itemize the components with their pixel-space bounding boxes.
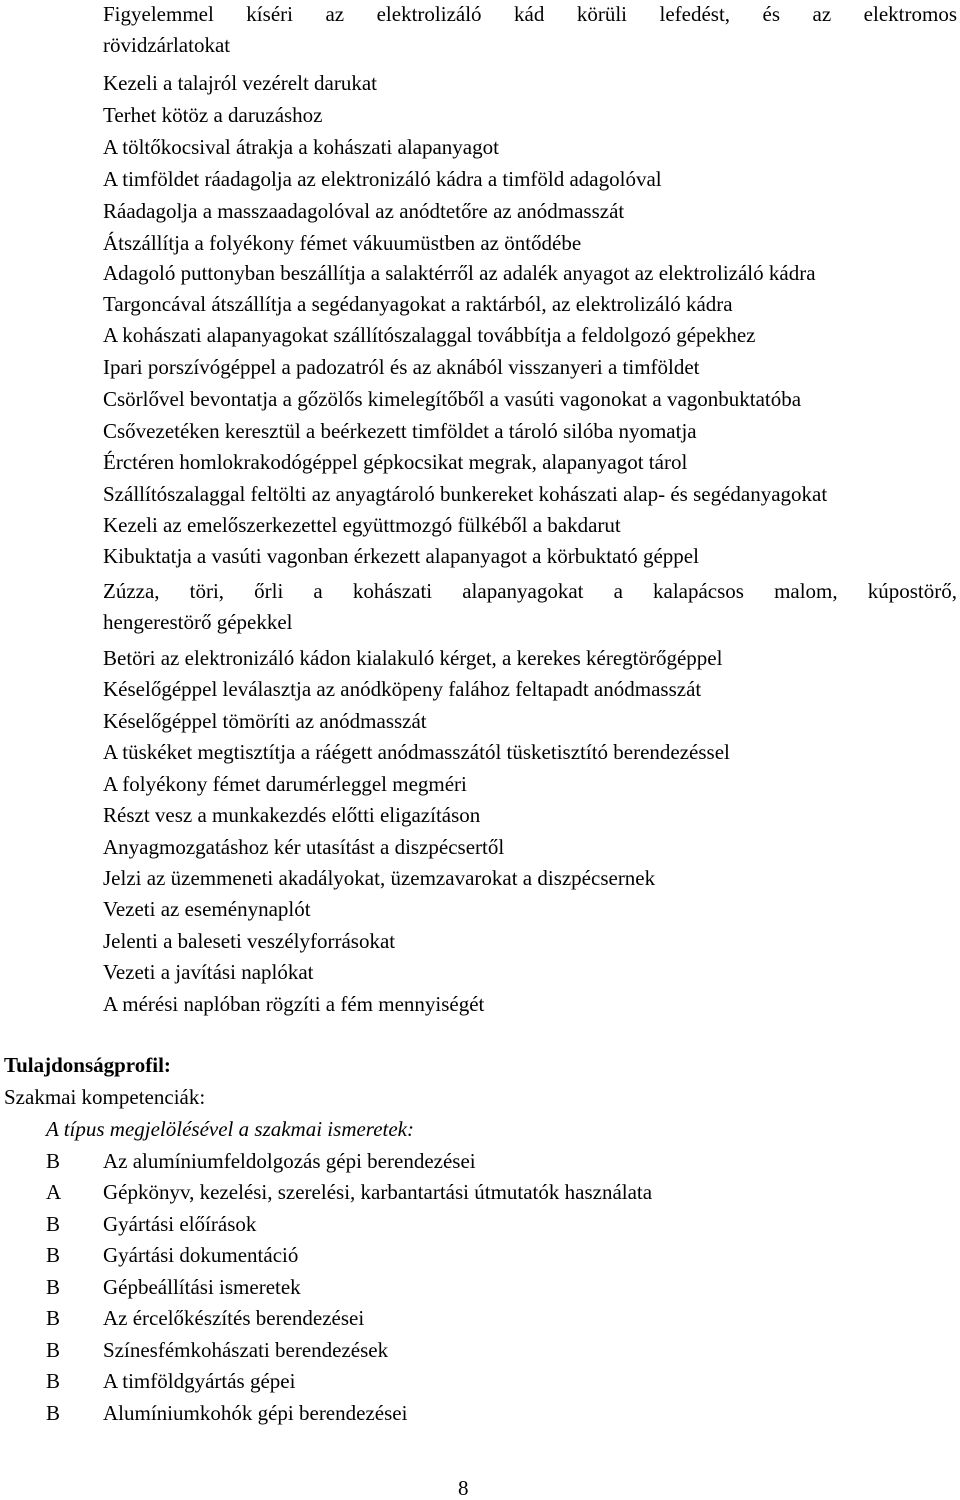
task-line-6: A timföldet ráadagolja az elektronizáló kádra a timföld adagolóval [103, 167, 662, 191]
competency-type: B [46, 1338, 61, 1362]
task-line-10: Targoncával átszállítja a segédanyagokat a raktárból, az elektrolizáló kádra [103, 292, 733, 316]
competency-text: Színesfémkohászati berendezések [103, 1338, 389, 1362]
competency-text: Gyártási előírások [103, 1212, 257, 1236]
competency-type: B [46, 1149, 61, 1173]
task-line-1: Figyelemmel kíséri az elektrolizáló kád körüli lefedést, és az elektromos [103, 2, 957, 26]
task-line-11: A kohászati alapanyagokat szállítószalaggal továbbítja a feldolgozó gépekhez [103, 323, 756, 347]
task-line-2: rövidzárlatokat [103, 33, 231, 57]
task-line-29: Vezeti az eseménynaplót [103, 897, 311, 921]
task-line-23: Késelőgéppel tömöríti az anódmasszát [103, 709, 427, 733]
task-line-32: A mérési naplóban rögzíti a fém mennyiségét [103, 992, 485, 1016]
task-line-31: Vezeti a javítási naplókat [103, 960, 314, 984]
page-number: 8 [458, 1476, 469, 1500]
task-line-28: Jelzi az üzemmeneti akadályokat, üzemzavarokat a diszpécsernek [103, 866, 656, 890]
competency-type: A [46, 1180, 62, 1204]
competency-type: B [46, 1401, 61, 1425]
competency-type: B [46, 1243, 61, 1267]
competency-text: Az alumíniumfeldolgozás gépi berendezései [103, 1149, 476, 1173]
task-line-26: Részt vesz a munkakezdés előtti eligazításon [103, 803, 481, 827]
task-line-30: Jelenti a baleseti veszélyforrásokat [103, 929, 396, 953]
task-line-7: Ráadagolja a masszaadagolóval az anódtetőre az anódmasszát [103, 199, 625, 223]
competency-text: Alumíniumkohók gépi berendezései [103, 1401, 408, 1425]
task-line-13: Csörlővel bevontatja a gőzölős kimelegítőből a vasúti vagonokat a vagonbuktatóba [103, 387, 802, 411]
task-line-4: Terhet kötöz a daruzáshoz [103, 103, 323, 127]
task-line-17: Kezeli az emelőszerkezettel együttmozgó fülkéből a bakdarut [103, 513, 621, 537]
profile-type-label: A típus megjelölésével a szakmai ismeretek: [46, 1117, 414, 1141]
task-line-15: Érctéren homlokrakodógéppel gépkocsikat megrak, alapanyagot tárol [103, 450, 688, 474]
task-line-3: Kezeli a talajról vezérelt darukat [103, 71, 378, 95]
task-line-14: Csővezetéken keresztül a beérkezett timföldet a tároló silóba nyomatja [103, 419, 697, 443]
competency-text: A timföldgyártás gépei [103, 1369, 296, 1393]
task-line-20: hengerestörő gépekkel [103, 610, 293, 634]
task-line-5: A töltőkocsival átrakja a kohászati alapanyagot [103, 135, 499, 159]
competency-type: B [46, 1306, 61, 1330]
task-line-27: Anyagmozgatáshoz kér utasítást a diszpécsertől [103, 835, 505, 859]
task-line-9: Adagoló puttonyban beszállítja a salaktérről az adalék anyagot az elektrolizáló kádra [103, 261, 816, 285]
task-line-22: Késelőgéppel leválasztja az anódköpeny falához feltapadt anódmasszát [103, 677, 702, 701]
competency-type: B [46, 1212, 61, 1236]
competency-text: Gyártási dokumentáció [103, 1243, 299, 1267]
profile-subheading: Szakmai kompetenciák: [4, 1085, 206, 1109]
task-line-18: Kibuktatja a vasúti vagonban érkezett alapanyagot a körbuktató géppel [103, 544, 699, 568]
task-line-19: Zúzza, töri, őrli a kohászati alapanyagokat a kalapácsos malom, kúpostörő, [103, 579, 957, 603]
task-line-8: Átszállítja a folyékony fémet vákuumüstben az öntődébe [103, 231, 582, 255]
task-line-16: Szállítószalaggal feltölti az anyagtároló bunkereket kohászati alap- és segédanyagokat [103, 482, 828, 506]
profile-heading: Tulajdonságprofil: [4, 1053, 171, 1077]
task-line-21: Betöri az elektronizáló kádon kialakuló kérget, a kerekes kéregtörőgéppel [103, 646, 723, 670]
task-line-24: A tüskéket megtisztítja a ráégett anódmasszától tüsketisztító berendezéssel [103, 740, 730, 764]
task-line-25: A folyékony fémet darumérleggel megméri [103, 772, 467, 796]
competency-text: Gépbeállítási ismeretek [103, 1275, 301, 1299]
competency-type: B [46, 1275, 61, 1299]
competency-type: B [46, 1369, 61, 1393]
task-line-12: Ipari porszívógéppel a padozatról és az aknából visszanyeri a timföldet [103, 355, 700, 379]
competency-text: Az ércelőkészítés berendezései [103, 1306, 365, 1330]
competency-text: Gépkönyv, kezelési, szerelési, karbantartási útmutatók használata [103, 1180, 653, 1204]
